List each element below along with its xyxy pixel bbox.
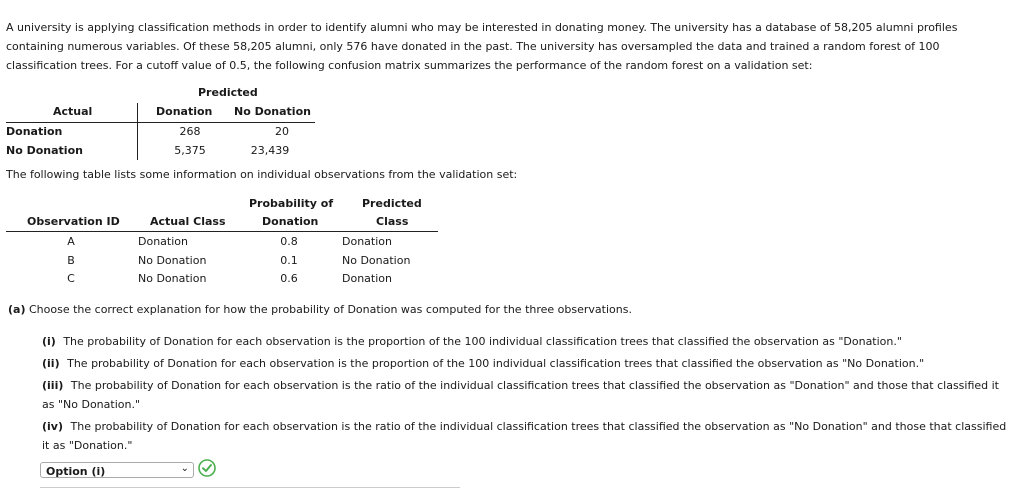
col-header-no-donation: No Donation bbox=[234, 105, 311, 118]
option-text: The probability of Donation for each observation is the proportion of the 100 individual classification trees that classified the observation as "Donation." bbox=[63, 335, 902, 348]
cell-value: 20 bbox=[275, 125, 289, 138]
answer-dropdown[interactable] bbox=[40, 462, 194, 478]
option-iv bbox=[42, 417, 1014, 455]
check-circle-icon bbox=[198, 459, 216, 477]
problem-intro: A university is applying classification methods in order to identify alumni who may be interested in donating money. The university has a database of 58,205 alumni profiles containing numerous variables. Of these 58,205 alumni, only 576 have donated in the past. The university has oversampled the data and trained a random forest of 100 classification trees. For a cutoff value of 0.5, the following confusion matrix summarizes the performance of the random forest on a validation set: bbox=[6, 21, 958, 72]
option-text: The probability of Donation for each observation is the ratio of the individual classification trees that classified the observation as "No Donation" and those that classified it as "Donation." bbox=[42, 420, 1007, 452]
obs-pred: Donation bbox=[342, 272, 392, 285]
obs-id: A bbox=[67, 235, 75, 248]
option-text: The probability of Donation for each observation is the ratio of the individual classification trees that classified the observation as "Donation" and those that classified it as "No Donation." bbox=[42, 379, 999, 411]
row-label-donation: Donation bbox=[6, 125, 63, 138]
cell-value: 268 bbox=[179, 125, 201, 138]
dropdown-value: Option (i) bbox=[46, 465, 106, 478]
option-ii bbox=[42, 354, 1002, 373]
predicted-header: Predicted bbox=[198, 86, 258, 99]
divider bbox=[40, 487, 460, 488]
divider bbox=[6, 231, 438, 232]
obs-id: B bbox=[67, 254, 75, 267]
actual-header: Actual bbox=[53, 105, 93, 118]
obs-id: C bbox=[67, 272, 75, 285]
header-pred-line2: Class bbox=[376, 215, 409, 228]
obs-pred: No Donation bbox=[342, 254, 411, 267]
chevron-down-icon: ⌄ bbox=[180, 463, 189, 474]
question-a bbox=[8, 303, 632, 316]
header-actual-class: Actual Class bbox=[150, 215, 226, 228]
question-label: (a) bbox=[8, 303, 26, 316]
cell-value: 5,375 bbox=[174, 144, 206, 157]
obs-prob: 0.1 bbox=[280, 254, 298, 267]
question-text: Choose the correct explanation for how the probability of Donation was computed for the three observations. bbox=[28, 303, 632, 316]
table-intro: The following table lists some information on individual observations from the validation set: bbox=[6, 168, 518, 181]
option-number: (iv) bbox=[42, 420, 63, 433]
obs-pred: Donation bbox=[342, 235, 392, 248]
col-header-donation: Donation bbox=[156, 105, 213, 118]
obs-actual: Donation bbox=[138, 235, 188, 248]
header-observation-id: Observation ID bbox=[27, 215, 120, 228]
option-iii bbox=[42, 376, 1014, 414]
row-label-no-donation: No Donation bbox=[6, 144, 83, 157]
option-number: (ii) bbox=[42, 357, 60, 370]
divider bbox=[137, 103, 138, 160]
obs-actual: No Donation bbox=[138, 254, 207, 267]
divider bbox=[6, 122, 315, 123]
option-i bbox=[42, 332, 1002, 351]
option-text: The probability of Donation for each observation is the proportion of the 100 individual classification trees that classified the observation as "No Donation." bbox=[67, 357, 925, 370]
obs-prob: 0.6 bbox=[280, 272, 298, 285]
header-pred-line1: Predicted bbox=[362, 197, 422, 210]
header-prob-line2: Donation bbox=[262, 215, 319, 228]
cell-value: 23,439 bbox=[250, 144, 290, 157]
obs-actual: No Donation bbox=[138, 272, 207, 285]
header-prob-line1: Probability of bbox=[249, 197, 334, 210]
option-number: (iii) bbox=[42, 379, 64, 392]
obs-prob: 0.8 bbox=[280, 235, 298, 248]
option-number: (i) bbox=[42, 335, 56, 348]
